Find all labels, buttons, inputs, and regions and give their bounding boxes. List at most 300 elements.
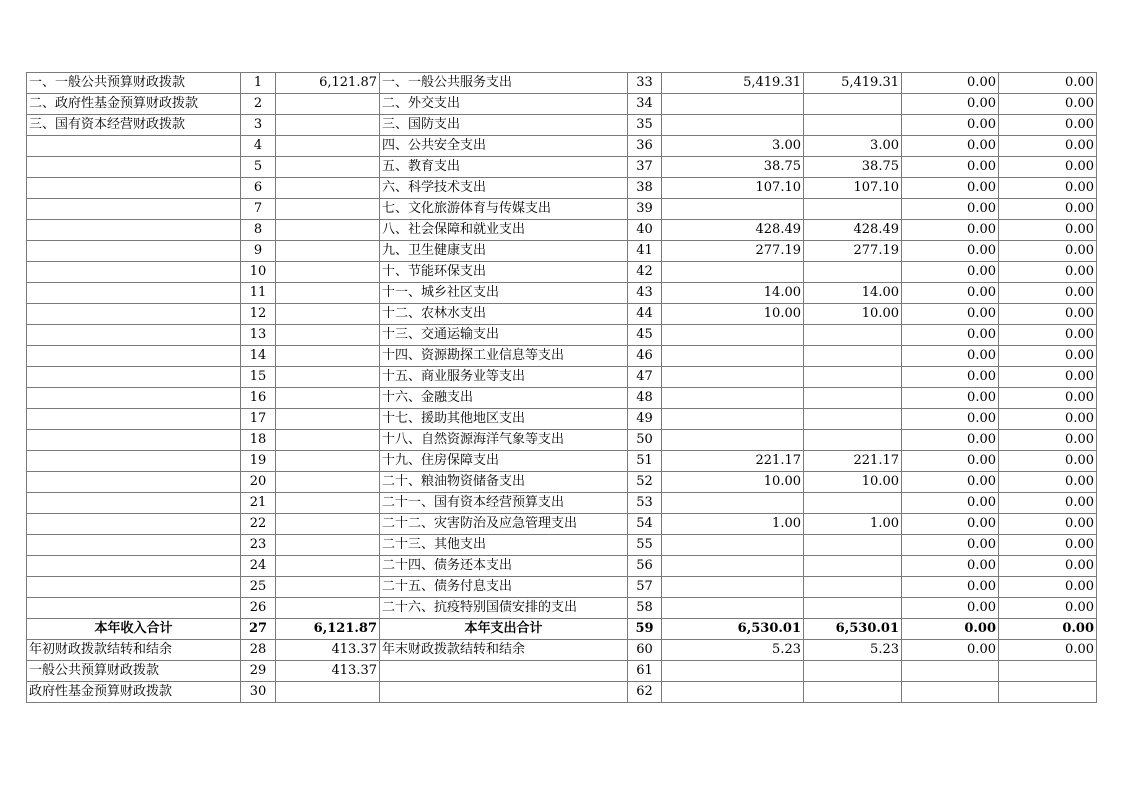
income-no-cell: 4 [241, 136, 276, 157]
expense-no-cell: 43 [628, 283, 662, 304]
income-item-cell: 本年收入合计 [27, 619, 241, 640]
expense-no-cell: 62 [628, 682, 662, 703]
expense-item-cell: 二十六、抗疫特别国债安排的支出 [380, 598, 628, 619]
expense-total-cell: 1.00 [662, 514, 804, 535]
table-row [27, 367, 1097, 388]
expense-item-cell: 本年支出合计 [380, 619, 628, 640]
table-row [27, 661, 1097, 682]
expense-col3-cell: 0.00 [902, 535, 999, 556]
expense-total-cell [662, 661, 804, 682]
expense-item-cell [380, 661, 628, 682]
expense-total-cell [662, 367, 804, 388]
expense-basic-cell [804, 325, 902, 346]
income-item-cell: 一、一般公共预算财政拨款 [27, 73, 241, 94]
income-amount-cell [276, 556, 380, 577]
expense-basic-cell: 3.00 [804, 136, 902, 157]
expense-item-cell: 十四、资源勘探工业信息等支出 [380, 346, 628, 367]
income-amount-cell [276, 409, 380, 430]
expense-total-cell: 277.19 [662, 241, 804, 262]
income-no-cell: 3 [241, 115, 276, 136]
table-row [27, 157, 1097, 178]
income-item-cell [27, 136, 241, 157]
expense-col4-cell: 0.00 [999, 430, 1097, 451]
expense-col4-cell: 0.00 [999, 388, 1097, 409]
expense-col3-cell: 0.00 [902, 262, 999, 283]
expense-col3-cell: 0.00 [902, 619, 999, 640]
expense-basic-cell [804, 577, 902, 598]
income-no-cell: 26 [241, 598, 276, 619]
expense-col3-cell: 0.00 [902, 409, 999, 430]
expense-item-cell: 二、外交支出 [380, 94, 628, 115]
income-amount-cell [276, 577, 380, 598]
expense-total-cell [662, 388, 804, 409]
income-no-cell: 5 [241, 157, 276, 178]
expense-no-cell: 56 [628, 556, 662, 577]
expense-no-cell: 60 [628, 640, 662, 661]
expense-total-cell: 428.49 [662, 220, 804, 241]
expense-basic-cell [804, 346, 902, 367]
expense-basic-cell [804, 493, 902, 514]
income-amount-cell [276, 241, 380, 262]
income-no-cell: 13 [241, 325, 276, 346]
table-row [27, 535, 1097, 556]
income-amount-cell [276, 262, 380, 283]
income-no-cell: 7 [241, 199, 276, 220]
income-item-cell: 政府性基金预算财政拨款 [27, 682, 241, 703]
expense-col4-cell: 0.00 [999, 94, 1097, 115]
expense-col4-cell: 0.00 [999, 178, 1097, 199]
expense-col3-cell: 0.00 [902, 283, 999, 304]
expense-no-cell: 39 [628, 199, 662, 220]
expense-total-cell: 5.23 [662, 640, 804, 661]
expense-no-cell: 50 [628, 430, 662, 451]
expense-col4-cell: 0.00 [999, 493, 1097, 514]
expense-col4-cell: 0.00 [999, 598, 1097, 619]
income-item-cell [27, 346, 241, 367]
income-item-cell [27, 367, 241, 388]
expense-total-cell [662, 262, 804, 283]
income-item-cell: 一般公共预算财政拨款 [27, 661, 241, 682]
income-item-cell: 三、国有资本经营财政拨款 [27, 115, 241, 136]
income-no-cell: 19 [241, 451, 276, 472]
table-row [27, 325, 1097, 346]
expense-no-cell: 45 [628, 325, 662, 346]
expense-total-cell [662, 577, 804, 598]
income-no-cell: 8 [241, 220, 276, 241]
income-amount-cell [276, 220, 380, 241]
income-no-cell: 14 [241, 346, 276, 367]
expense-col4-cell [999, 682, 1097, 703]
expense-col3-cell: 0.00 [902, 577, 999, 598]
expense-total-cell [662, 94, 804, 115]
table-row [27, 115, 1097, 136]
expense-col3-cell [902, 682, 999, 703]
income-no-cell: 16 [241, 388, 276, 409]
income-item-cell [27, 556, 241, 577]
table-row [27, 94, 1097, 115]
expense-total-cell: 3.00 [662, 136, 804, 157]
expense-basic-cell [804, 535, 902, 556]
table-row [27, 493, 1097, 514]
income-item-cell [27, 535, 241, 556]
income-no-cell: 27 [241, 619, 276, 640]
expense-col4-cell: 0.00 [999, 535, 1097, 556]
expense-total-cell [662, 493, 804, 514]
expense-col3-cell: 0.00 [902, 241, 999, 262]
expense-col3-cell: 0.00 [902, 304, 999, 325]
income-amount-cell: 413.37 [276, 640, 380, 661]
expense-total-cell [662, 115, 804, 136]
expense-col4-cell: 0.00 [999, 409, 1097, 430]
income-amount-cell [276, 157, 380, 178]
income-no-cell: 1 [241, 73, 276, 94]
expense-item-cell [380, 682, 628, 703]
income-item-cell [27, 178, 241, 199]
expense-basic-cell [804, 409, 902, 430]
income-amount-cell [276, 199, 380, 220]
table-row [27, 640, 1097, 661]
income-no-cell: 30 [241, 682, 276, 703]
income-amount-cell [276, 430, 380, 451]
expense-item-cell: 二十四、债务还本支出 [380, 556, 628, 577]
expense-col3-cell: 0.00 [902, 220, 999, 241]
income-no-cell: 29 [241, 661, 276, 682]
expense-basic-cell [804, 430, 902, 451]
expense-item-cell: 二十三、其他支出 [380, 535, 628, 556]
table-row [27, 598, 1097, 619]
income-amount-cell [276, 178, 380, 199]
table-row [27, 220, 1097, 241]
expense-no-cell: 44 [628, 304, 662, 325]
expense-item-cell: 十、节能环保支出 [380, 262, 628, 283]
income-no-cell: 21 [241, 493, 276, 514]
expense-item-cell: 二十二、灾害防治及应急管理支出 [380, 514, 628, 535]
table-row [27, 682, 1097, 703]
table-row [27, 241, 1097, 262]
expense-no-cell: 57 [628, 577, 662, 598]
income-no-cell: 24 [241, 556, 276, 577]
expense-col3-cell: 0.00 [902, 430, 999, 451]
expense-item-cell: 十六、金融支出 [380, 388, 628, 409]
income-item-cell [27, 199, 241, 220]
income-amount-cell [276, 136, 380, 157]
expense-basic-cell [804, 598, 902, 619]
income-item-cell [27, 514, 241, 535]
income-amount-cell [276, 283, 380, 304]
expense-col4-cell: 0.00 [999, 262, 1097, 283]
expense-col4-cell: 0.00 [999, 136, 1097, 157]
expense-col3-cell: 0.00 [902, 493, 999, 514]
expense-no-cell: 35 [628, 115, 662, 136]
expense-basic-cell [804, 388, 902, 409]
income-amount-cell [276, 94, 380, 115]
expense-item-cell: 七、文化旅游体育与传媒支出 [380, 199, 628, 220]
expense-total-cell [662, 199, 804, 220]
income-no-cell: 18 [241, 430, 276, 451]
expense-col3-cell: 0.00 [902, 73, 999, 94]
expense-col4-cell: 0.00 [999, 346, 1097, 367]
income-amount-cell [276, 115, 380, 136]
income-item-cell [27, 493, 241, 514]
income-item-cell [27, 577, 241, 598]
income-no-cell: 17 [241, 409, 276, 430]
expense-no-cell: 34 [628, 94, 662, 115]
expense-col4-cell: 0.00 [999, 157, 1097, 178]
expense-col3-cell: 0.00 [902, 94, 999, 115]
expense-total-cell: 6,530.01 [662, 619, 804, 640]
expense-no-cell: 36 [628, 136, 662, 157]
expense-item-cell: 年末财政拨款结转和结余 [380, 640, 628, 661]
income-no-cell: 25 [241, 577, 276, 598]
income-amount-cell [276, 367, 380, 388]
expense-col3-cell: 0.00 [902, 136, 999, 157]
expense-col4-cell: 0.00 [999, 514, 1097, 535]
expense-col3-cell [902, 661, 999, 682]
income-amount-cell: 6,121.87 [276, 619, 380, 640]
income-item-cell [27, 241, 241, 262]
expense-total-cell [662, 430, 804, 451]
income-no-cell: 22 [241, 514, 276, 535]
income-no-cell: 9 [241, 241, 276, 262]
table-body [27, 73, 1097, 703]
expense-col4-cell: 0.00 [999, 325, 1097, 346]
expense-basic-cell: 107.10 [804, 178, 902, 199]
expense-item-cell: 六、科学技术支出 [380, 178, 628, 199]
income-amount-cell [276, 388, 380, 409]
income-no-cell: 20 [241, 472, 276, 493]
income-item-cell [27, 598, 241, 619]
expense-total-cell [662, 535, 804, 556]
table-row [27, 451, 1097, 472]
income-amount-cell [276, 514, 380, 535]
income-item-cell [27, 157, 241, 178]
expense-no-cell: 40 [628, 220, 662, 241]
total-row [27, 619, 1097, 640]
expense-col4-cell: 0.00 [999, 556, 1097, 577]
income-no-cell: 23 [241, 535, 276, 556]
expense-no-cell: 52 [628, 472, 662, 493]
expense-col3-cell: 0.00 [902, 514, 999, 535]
expense-item-cell: 十三、交通运输支出 [380, 325, 628, 346]
income-amount-cell [276, 472, 380, 493]
expense-col3-cell: 0.00 [902, 157, 999, 178]
table-row [27, 430, 1097, 451]
expense-basic-cell: 277.19 [804, 241, 902, 262]
expense-no-cell: 33 [628, 73, 662, 94]
income-item-cell [27, 304, 241, 325]
expense-item-cell: 十八、自然资源海洋气象等支出 [380, 430, 628, 451]
income-no-cell: 28 [241, 640, 276, 661]
table-row [27, 136, 1097, 157]
income-no-cell: 10 [241, 262, 276, 283]
expense-no-cell: 47 [628, 367, 662, 388]
income-item-cell [27, 220, 241, 241]
expense-item-cell: 八、社会保障和就业支出 [380, 220, 628, 241]
expense-item-cell: 十一、城乡社区支出 [380, 283, 628, 304]
table-row [27, 199, 1097, 220]
expense-col4-cell: 0.00 [999, 73, 1097, 94]
income-item-cell [27, 472, 241, 493]
expense-no-cell: 48 [628, 388, 662, 409]
table-row [27, 262, 1097, 283]
income-no-cell: 11 [241, 283, 276, 304]
table-row [27, 514, 1097, 535]
table-row [27, 178, 1097, 199]
expense-total-cell [662, 682, 804, 703]
expense-item-cell: 九、卫生健康支出 [380, 241, 628, 262]
table-row [27, 388, 1097, 409]
income-amount-cell [276, 493, 380, 514]
income-no-cell: 12 [241, 304, 276, 325]
table-row [27, 283, 1097, 304]
expense-total-cell: 14.00 [662, 283, 804, 304]
income-no-cell: 6 [241, 178, 276, 199]
expense-item-cell: 十五、商业服务业等支出 [380, 367, 628, 388]
expense-basic-cell: 14.00 [804, 283, 902, 304]
expense-item-cell: 二十一、国有资本经营预算支出 [380, 493, 628, 514]
expense-col4-cell: 0.00 [999, 451, 1097, 472]
expense-basic-cell: 10.00 [804, 304, 902, 325]
expense-no-cell: 38 [628, 178, 662, 199]
expense-basic-cell [804, 94, 902, 115]
income-amount-cell [276, 325, 380, 346]
income-item-cell [27, 283, 241, 304]
income-amount-cell [276, 682, 380, 703]
expense-col4-cell: 0.00 [999, 304, 1097, 325]
expense-no-cell: 37 [628, 157, 662, 178]
budget-table [26, 72, 1097, 703]
expense-total-cell [662, 409, 804, 430]
expense-total-cell [662, 346, 804, 367]
table-row [27, 346, 1097, 367]
expense-total-cell [662, 556, 804, 577]
expense-item-cell: 五、教育支出 [380, 157, 628, 178]
expense-col4-cell: 0.00 [999, 619, 1097, 640]
expense-basic-cell [804, 115, 902, 136]
income-item-cell [27, 451, 241, 472]
income-amount-cell: 413.37 [276, 661, 380, 682]
expense-basic-cell [804, 682, 902, 703]
expense-col4-cell: 0.00 [999, 283, 1097, 304]
expense-item-cell: 二十、粮油物资储备支出 [380, 472, 628, 493]
expense-basic-cell [804, 367, 902, 388]
expense-col3-cell: 0.00 [902, 367, 999, 388]
expense-col3-cell: 0.00 [902, 178, 999, 199]
expense-no-cell: 61 [628, 661, 662, 682]
expense-basic-cell: 221.17 [804, 451, 902, 472]
table-row [27, 304, 1097, 325]
expense-no-cell: 49 [628, 409, 662, 430]
income-amount-cell [276, 535, 380, 556]
expense-total-cell [662, 598, 804, 619]
expense-col3-cell: 0.00 [902, 199, 999, 220]
expense-basic-cell [804, 199, 902, 220]
expense-col4-cell: 0.00 [999, 199, 1097, 220]
expense-basic-cell: 428.49 [804, 220, 902, 241]
income-item-cell [27, 409, 241, 430]
expense-total-cell: 10.00 [662, 304, 804, 325]
expense-total-cell: 10.00 [662, 472, 804, 493]
expense-col3-cell: 0.00 [902, 556, 999, 577]
expense-col4-cell: 0.00 [999, 367, 1097, 388]
expense-basic-cell: 1.00 [804, 514, 902, 535]
expense-no-cell: 54 [628, 514, 662, 535]
expense-basic-cell: 5.23 [804, 640, 902, 661]
income-no-cell: 15 [241, 367, 276, 388]
expense-col3-cell: 0.00 [902, 598, 999, 619]
expense-total-cell: 5,419.31 [662, 73, 804, 94]
expense-basic-cell: 5,419.31 [804, 73, 902, 94]
income-amount-cell [276, 346, 380, 367]
expense-no-cell: 42 [628, 262, 662, 283]
expense-col4-cell: 0.00 [999, 220, 1097, 241]
expense-no-cell: 53 [628, 493, 662, 514]
expense-basic-cell [804, 262, 902, 283]
expense-item-cell: 三、国防支出 [380, 115, 628, 136]
income-amount-cell [276, 304, 380, 325]
expense-col3-cell: 0.00 [902, 640, 999, 661]
income-no-cell: 2 [241, 94, 276, 115]
expense-basic-cell: 10.00 [804, 472, 902, 493]
table-row [27, 556, 1097, 577]
expense-basic-cell [804, 661, 902, 682]
expense-col3-cell: 0.00 [902, 346, 999, 367]
expense-item-cell: 十二、农林水支出 [380, 304, 628, 325]
expense-item-cell: 十九、住房保障支出 [380, 451, 628, 472]
expense-col4-cell: 0.00 [999, 577, 1097, 598]
income-item-cell [27, 388, 241, 409]
expense-item-cell: 十七、援助其他地区支出 [380, 409, 628, 430]
expense-no-cell: 51 [628, 451, 662, 472]
expense-no-cell: 46 [628, 346, 662, 367]
expense-total-cell: 221.17 [662, 451, 804, 472]
expense-item-cell: 二十五、债务付息支出 [380, 577, 628, 598]
expense-no-cell: 41 [628, 241, 662, 262]
income-item-cell [27, 325, 241, 346]
expense-item-cell: 四、公共安全支出 [380, 136, 628, 157]
income-amount-cell [276, 451, 380, 472]
table-row [27, 73, 1097, 94]
expense-total-cell [662, 325, 804, 346]
expense-total-cell: 107.10 [662, 178, 804, 199]
income-item-cell: 二、政府性基金预算财政拨款 [27, 94, 241, 115]
expense-col4-cell [999, 661, 1097, 682]
expense-col4-cell: 0.00 [999, 115, 1097, 136]
expense-no-cell: 58 [628, 598, 662, 619]
expense-col3-cell: 0.00 [902, 451, 999, 472]
expense-basic-cell: 6,530.01 [804, 619, 902, 640]
income-item-cell [27, 262, 241, 283]
expense-col4-cell: 0.00 [999, 241, 1097, 262]
income-amount-cell: 6,121.87 [276, 73, 380, 94]
expense-col3-cell: 0.00 [902, 388, 999, 409]
table-row [27, 409, 1097, 430]
expense-basic-cell: 38.75 [804, 157, 902, 178]
expense-basic-cell [804, 556, 902, 577]
expense-total-cell: 38.75 [662, 157, 804, 178]
expense-col3-cell: 0.00 [902, 325, 999, 346]
expense-item-cell: 一、一般公共服务支出 [380, 73, 628, 94]
table-row [27, 577, 1097, 598]
expense-col4-cell: 0.00 [999, 472, 1097, 493]
expense-no-cell: 55 [628, 535, 662, 556]
table-row [27, 472, 1097, 493]
expense-no-cell: 59 [628, 619, 662, 640]
expense-col3-cell: 0.00 [902, 115, 999, 136]
income-item-cell [27, 430, 241, 451]
expense-col3-cell: 0.00 [902, 472, 999, 493]
income-item-cell: 年初财政拨款结转和结余 [27, 640, 241, 661]
